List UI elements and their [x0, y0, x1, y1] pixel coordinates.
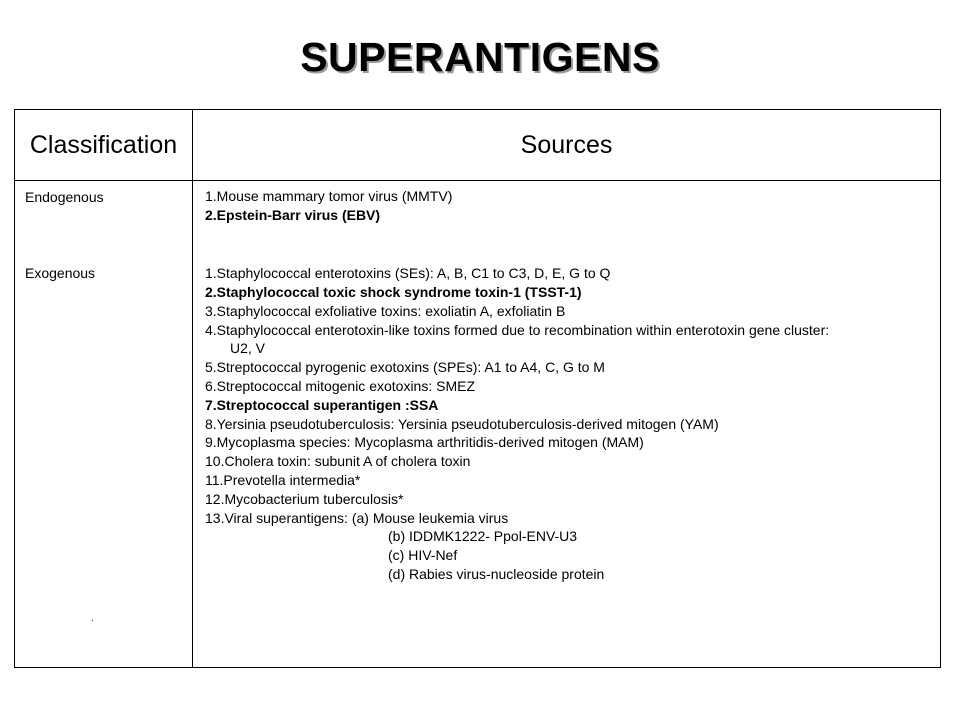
- exogenous-source-12: 12.Mycobacterium tuberculosis*: [205, 491, 404, 507]
- sources-cell: [193, 181, 941, 668]
- footnote-mark: .: [91, 613, 94, 624]
- header-sources: Sources: [193, 110, 941, 181]
- exogenous-source-5: 5.Streptococcal pyrogenic exotoxins (SPEs): A1 to A4, C, G to M: [205, 359, 605, 375]
- exogenous-source-11: 11.Prevotella intermedia*: [205, 472, 361, 488]
- exogenous-source-2: 2.Staphylococcal toxic shock syndrome toxin-1 (TSST-1): [205, 284, 582, 300]
- superantigen-table: [14, 109, 941, 668]
- endogenous-source-1: 1.Mouse mammary tomor virus (MMTV): [205, 188, 453, 204]
- exogenous-source-9: 9.Mycoplasma species: Mycoplasma arthritidis-derived mitogen (MAM): [205, 434, 644, 450]
- exogenous-label: Exogenous: [25, 265, 96, 281]
- exogenous-source-10: 10.Cholera toxin: subunit A of cholera toxin: [205, 453, 471, 469]
- exogenous-source-4-cont: U2, V: [230, 340, 266, 356]
- header-classification: Classification: [15, 110, 193, 181]
- exogenous-source-6: 6.Streptococcal mitogenic exotoxins: SMEZ: [205, 378, 476, 394]
- exogenous-source-7: 7.Streptococcal superantigen :SSA: [205, 397, 439, 413]
- exogenous-source-4: 4.Staphylococcal enterotoxin-like toxins formed due to recombination within enterotoxin gene cluster:: [205, 322, 830, 338]
- exogenous-source-8: 8.Yersinia pseudotuberculosis: Yersinia pseudotuberculosis-derived mitogen (YAM): [205, 416, 719, 432]
- exogenous-source-1: 1.Staphylococcal enterotoxins (SEs): A, B, C1 to C3, D, E, G to Q: [205, 265, 611, 281]
- exogenous-source-13b: (b) IDDMK1222- Ppol-ENV-U3: [388, 528, 578, 544]
- exogenous-source-13c: (c) HIV-Nef: [388, 547, 458, 563]
- exogenous-source-13: 13.Viral superantigens: (a) Mouse leukemia virus: [205, 510, 509, 526]
- classification-cell: [15, 181, 193, 668]
- slide-title: SUPERANTIGENS: [300, 34, 660, 80]
- exogenous-source-3: 3.Staphylococcal exfoliative toxins: exoliatin A, exfoliatin B: [205, 303, 566, 319]
- exogenous-source-13d: (d) Rabies virus-nucleoside protein: [388, 566, 605, 582]
- endogenous-source-2: 2.Epstein-Barr virus (EBV): [205, 207, 381, 223]
- endogenous-label: Endogenous: [25, 189, 104, 205]
